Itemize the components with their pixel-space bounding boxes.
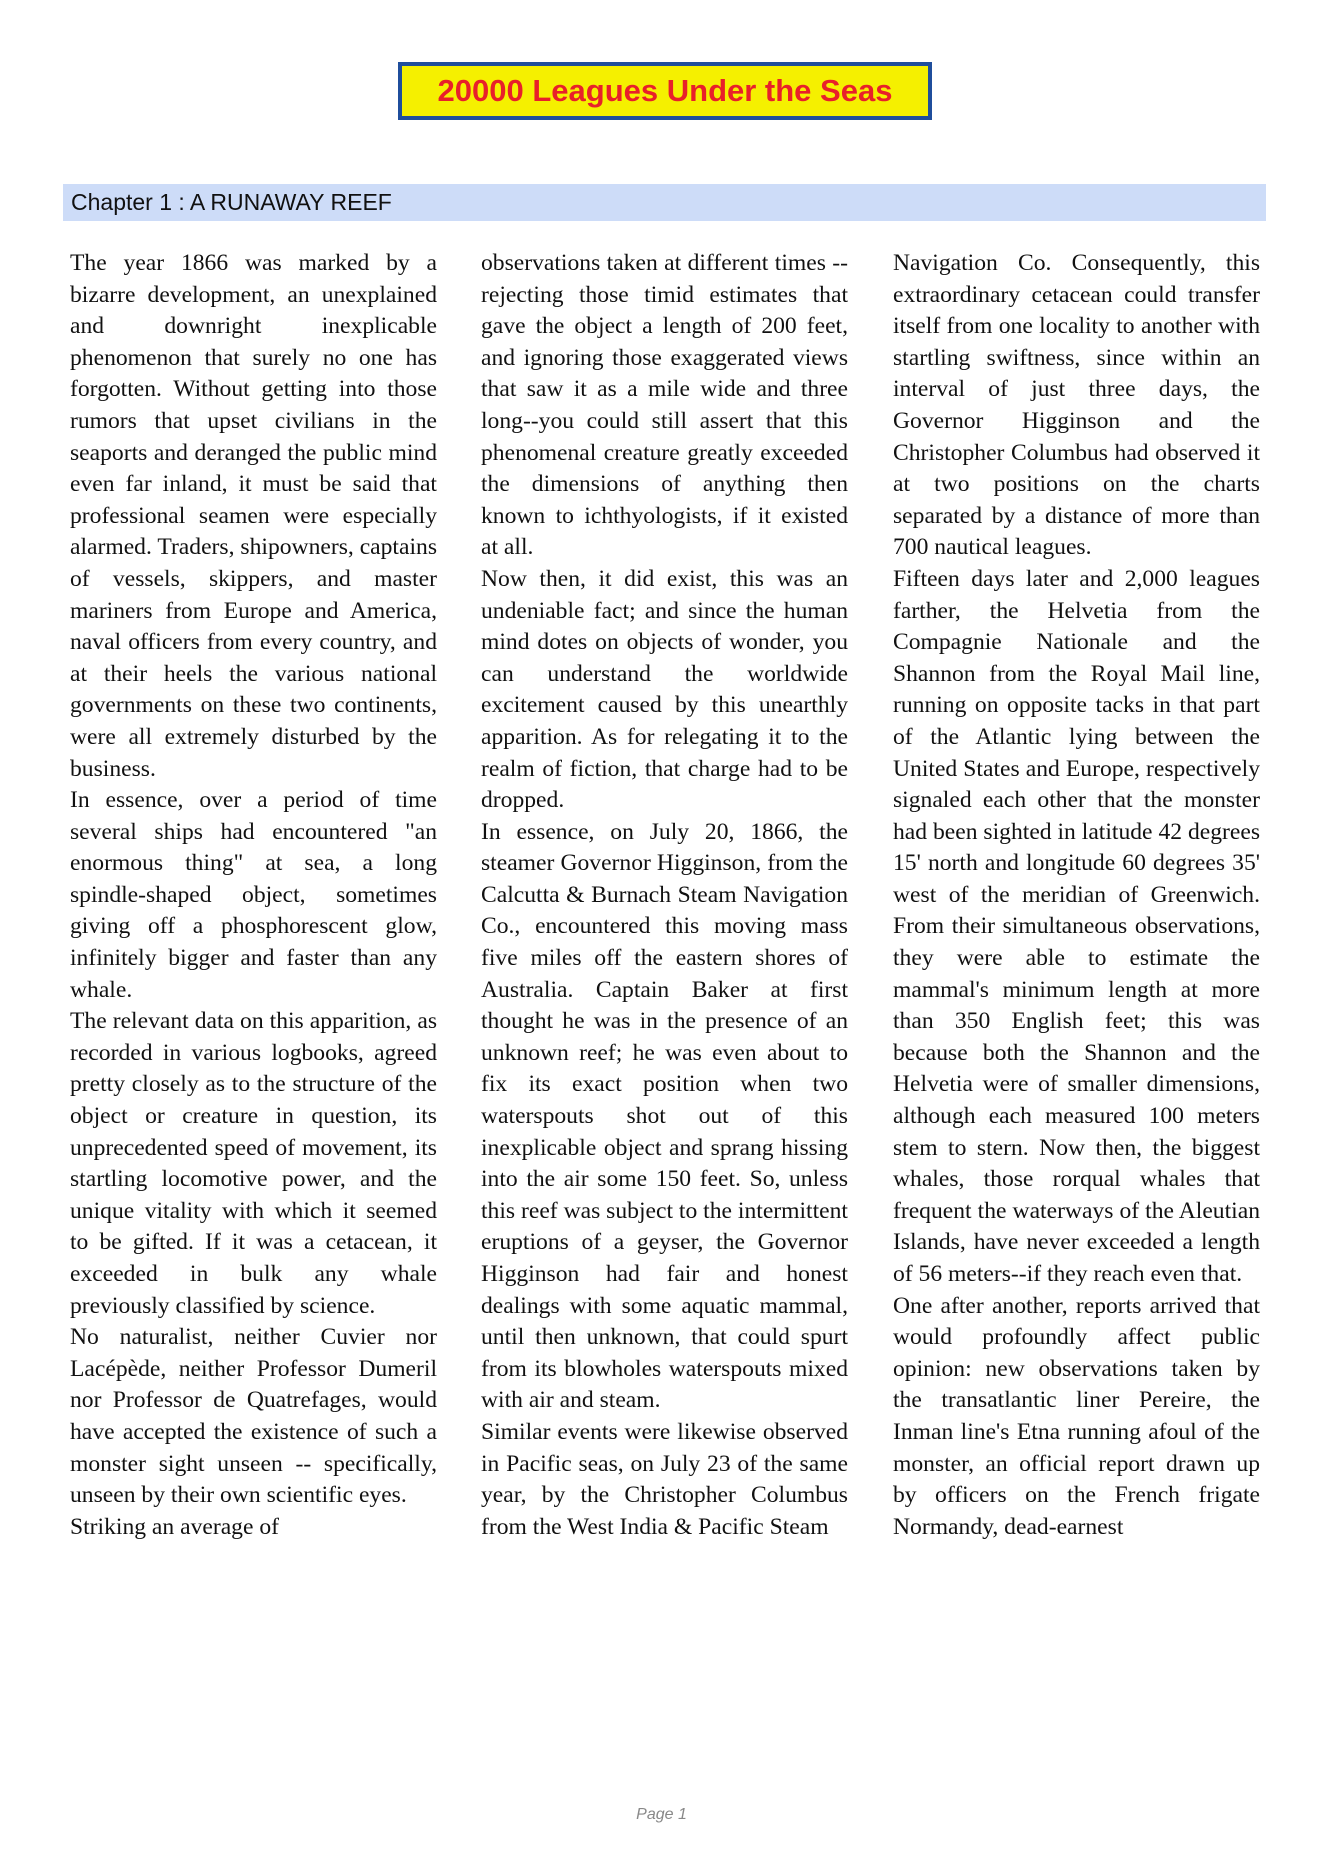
paragraph: No naturalist, neither Cuvier nor Lacépède, neither Professor Dumeril nor Professor de Quatrefages, would have accepted the existence of such a monster sight unseen -- specifically, unseen by their own scientific eyes. bbox=[70, 1324, 437, 1509]
chapter-heading-bar bbox=[63, 184, 1266, 221]
text-column-1 bbox=[70, 248, 437, 1728]
text-column-2 bbox=[481, 248, 848, 1728]
document-title: 20000 Leagues Under the Seas bbox=[437, 73, 893, 108]
paragraph: Similar events were likewise observed in Pacific seas, on July 23 of the same year, by the Christopher Columbus from the West India & Pacific Steam bbox=[481, 1418, 848, 1540]
paragraph: Now then, it did exist, this was an undeniable fact; and since the human mind dotes on objects of wonder, you can understand the worldwide excitement caused by this unearthly apparition. As for relegating it to the realm of fiction, that charge had to be dropped. bbox=[481, 565, 848, 814]
title-box bbox=[398, 62, 932, 120]
paragraph: Fifteen days later and 2,000 leagues farther, the Helvetia from the Compagnie Nationale and the Shannon from the Royal Mail line, running on opposite tacks in that part of the Atlantic lying between the United States and Europe, respectively signaled each other that the monster had been sighted in latitude 42 degrees 15' north and longitude 60 degrees 35' west of the meridian of Greenwich. From their simultaneous observations, they were able to estimate the mammal's minimum length at more than 350 English feet; this was because both the Shannon and the Helvetia were of smaller dimensions, although each measured 100 meters stem to stern. Now then, the biggest whales, those rorqual whales that frequent the waterways of the Aleutian Islands, have never exceeded a length of 56 meters--if they reach even that. bbox=[893, 565, 1260, 1287]
paragraph: In essence, on July 20, 1866, the steamer Governor Higginson, from the Calcutta & Burnach Steam Navigation Co., encountered this moving mass five miles off the eastern shores of Australia. Captain Baker at first thought he was in the presence of an unknown reef; he was even about to fix its exact position when two waterspouts shot out of this inexplicable object and sprang hissing into the air some 150 feet. So, unless this reef was subject to the intermittent eruptions of a geyser, the Governor Higginson had fair and honest dealings with some aquatic mammal, until then unknown, that could spurt from its blowholes waterspouts mixed with air and steam. bbox=[481, 818, 848, 1414]
paragraph: The relevant data on this apparition, as recorded in various logbooks, agreed pretty closely as to the structure of the object or creature in question, its unprecedented speed of movement, its startling locomotive power, and the unique vitality with which it seemed to be gifted. If it was a cetacean, it exceeded in bulk any whale previously classified by science. bbox=[70, 1008, 437, 1319]
paragraph: observations taken at different times -- rejecting those timid estimates that gave the object a length of 200 feet, and ignoring those exaggerated views that saw it as a mile wide and three long--you could still assert that this phenomenal creature greatly exceeded the dimensions of anything then known to ichthyologists, if it existed at all. bbox=[481, 250, 848, 561]
text-column-3 bbox=[893, 248, 1260, 1728]
paragraph: Navigation Co. Consequently, this extraordinary cetacean could transfer itself from one locality to another with startling swiftness, since within an interval of just three days, the Governor Higginson and the Christopher Columbus had observed it at two positions on the charts separated by a distance of more than 700 nautical leagues. bbox=[893, 250, 1260, 561]
paragraph: One after another, reports arrived that would profoundly affect public opinion: new observations taken by the transatlantic liner Pereire, the Inman line's Etna running afoul of the monster, an official report drawn up by officers on the French frigate Normandy, dead-earnest bbox=[893, 1292, 1260, 1540]
chapter-heading: Chapter 1 : A RUNAWAY REEF bbox=[71, 189, 392, 215]
paragraph: In essence, over a period of time several ships had encountered "an enormous thing" at sea, a long spindle-shaped object, sometimes giving off a phosphorescent glow, infinitely bigger and faster than any whale. bbox=[70, 787, 437, 1003]
page-number: Page 1 bbox=[636, 1806, 687, 1823]
paragraph: The year 1866 was marked by a bizarre development, an unexplained and downright inexplicable phenomenon that surely no one has forgotten. Without getting into those rumors that upset civilians in the seaports and deranged the public mind even far inland, it must be said that professional seamen were especially alarmed. Traders, shipowners, captains of vessels, skippers, and master mariners from Europe and America, naval officers from every country, and at their heels the various national governments on these two continents, were all extremely disturbed by the business. bbox=[70, 250, 437, 782]
paragraph: Striking an average of bbox=[70, 1513, 279, 1540]
